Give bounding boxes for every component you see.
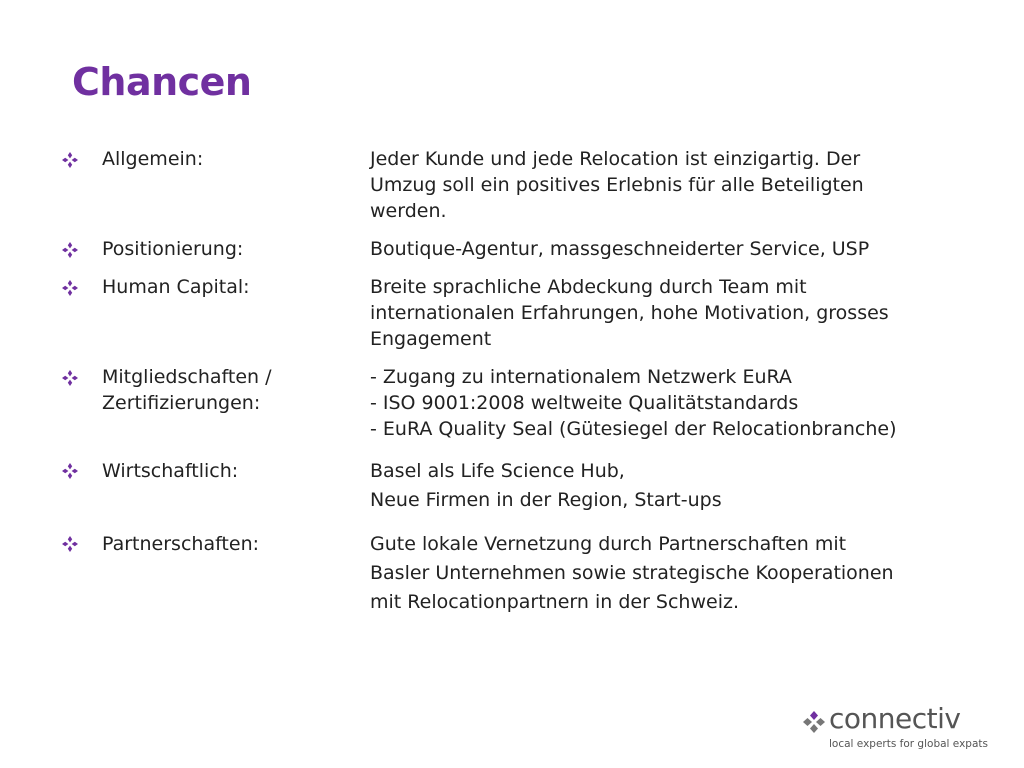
item-label-line: Human Capital: xyxy=(102,276,250,298)
list-item xyxy=(62,530,962,617)
list-item xyxy=(62,457,962,515)
diamond-clover-icon xyxy=(62,280,78,296)
list-item xyxy=(62,236,962,262)
item-label-line: Wirtschaftlich: xyxy=(102,460,239,482)
item-text-line: werden. xyxy=(370,200,447,222)
list-item xyxy=(62,274,962,352)
item-label-line: Partnerschaften: xyxy=(102,533,260,555)
diamond-clover-icon xyxy=(62,463,78,479)
item-label xyxy=(102,364,367,416)
item-text-line: - EuRA Quality Seal (Gütesiegel der Relocationbranche) xyxy=(370,418,897,440)
item-label-line: Zertifizierungen: xyxy=(102,392,261,414)
list-item xyxy=(62,146,962,224)
item-label xyxy=(102,236,367,262)
item-text-line: Gute lokale Vernetzung durch Partnerschaften mit xyxy=(370,533,847,555)
item-text-line: internationalen Erfahrungen, hohe Motivation, grosses xyxy=(370,302,889,324)
item-text-line: Jeder Kunde und jede Relocation ist einzigartig. Der xyxy=(370,148,861,170)
list-item xyxy=(62,364,962,442)
item-text-line: Umzug soll ein positives Erlebnis für alle Beteiligten xyxy=(370,174,864,196)
slide-title: Chancen xyxy=(72,60,252,104)
item-text xyxy=(370,530,962,617)
logo-wordmark: connectiv xyxy=(829,702,961,735)
item-text xyxy=(370,364,962,442)
diamond-clover-icon xyxy=(62,152,78,168)
item-label-line: Allgemein: xyxy=(102,148,204,170)
diamond-clover-icon xyxy=(62,370,78,386)
item-label xyxy=(102,146,367,172)
item-text-line: - Zugang zu internationalem Netzwerk EuRA xyxy=(370,366,792,388)
item-text-line: Engagement xyxy=(370,328,492,350)
item-text-line: Breite sprachliche Abdeckung durch Team mit xyxy=(370,276,807,298)
connectiv-logo-icon xyxy=(803,711,825,733)
item-text xyxy=(370,274,962,352)
item-text xyxy=(370,146,962,224)
opportunity-list xyxy=(62,146,962,617)
item-text-line: mit Relocationpartnern in der Schweiz. xyxy=(370,591,739,613)
item-text-line: Boutique-Agentur, massgeschneiderter Service, USP xyxy=(370,238,870,260)
item-text-line: Neue Firmen in der Region, Start-ups xyxy=(370,489,722,511)
item-label xyxy=(102,274,367,300)
item-text-line: Basler Unternehmen sowie strategische Kooperationen xyxy=(370,562,894,584)
diamond-clover-icon xyxy=(62,536,78,552)
diamond-clover-icon xyxy=(62,242,78,258)
item-label-line: Positionierung: xyxy=(102,238,244,260)
item-text xyxy=(370,457,962,515)
logo-tagline: local experts for global expats xyxy=(829,738,988,750)
item-label-line: Mitgliedschaften / xyxy=(102,366,272,388)
item-label xyxy=(102,457,367,486)
item-label xyxy=(102,530,367,559)
item-text-line: Basel als Life Science Hub, xyxy=(370,460,625,482)
item-text-line: - ISO 9001:2008 weltweite Qualitätstandards xyxy=(370,392,799,414)
item-text xyxy=(370,236,962,262)
